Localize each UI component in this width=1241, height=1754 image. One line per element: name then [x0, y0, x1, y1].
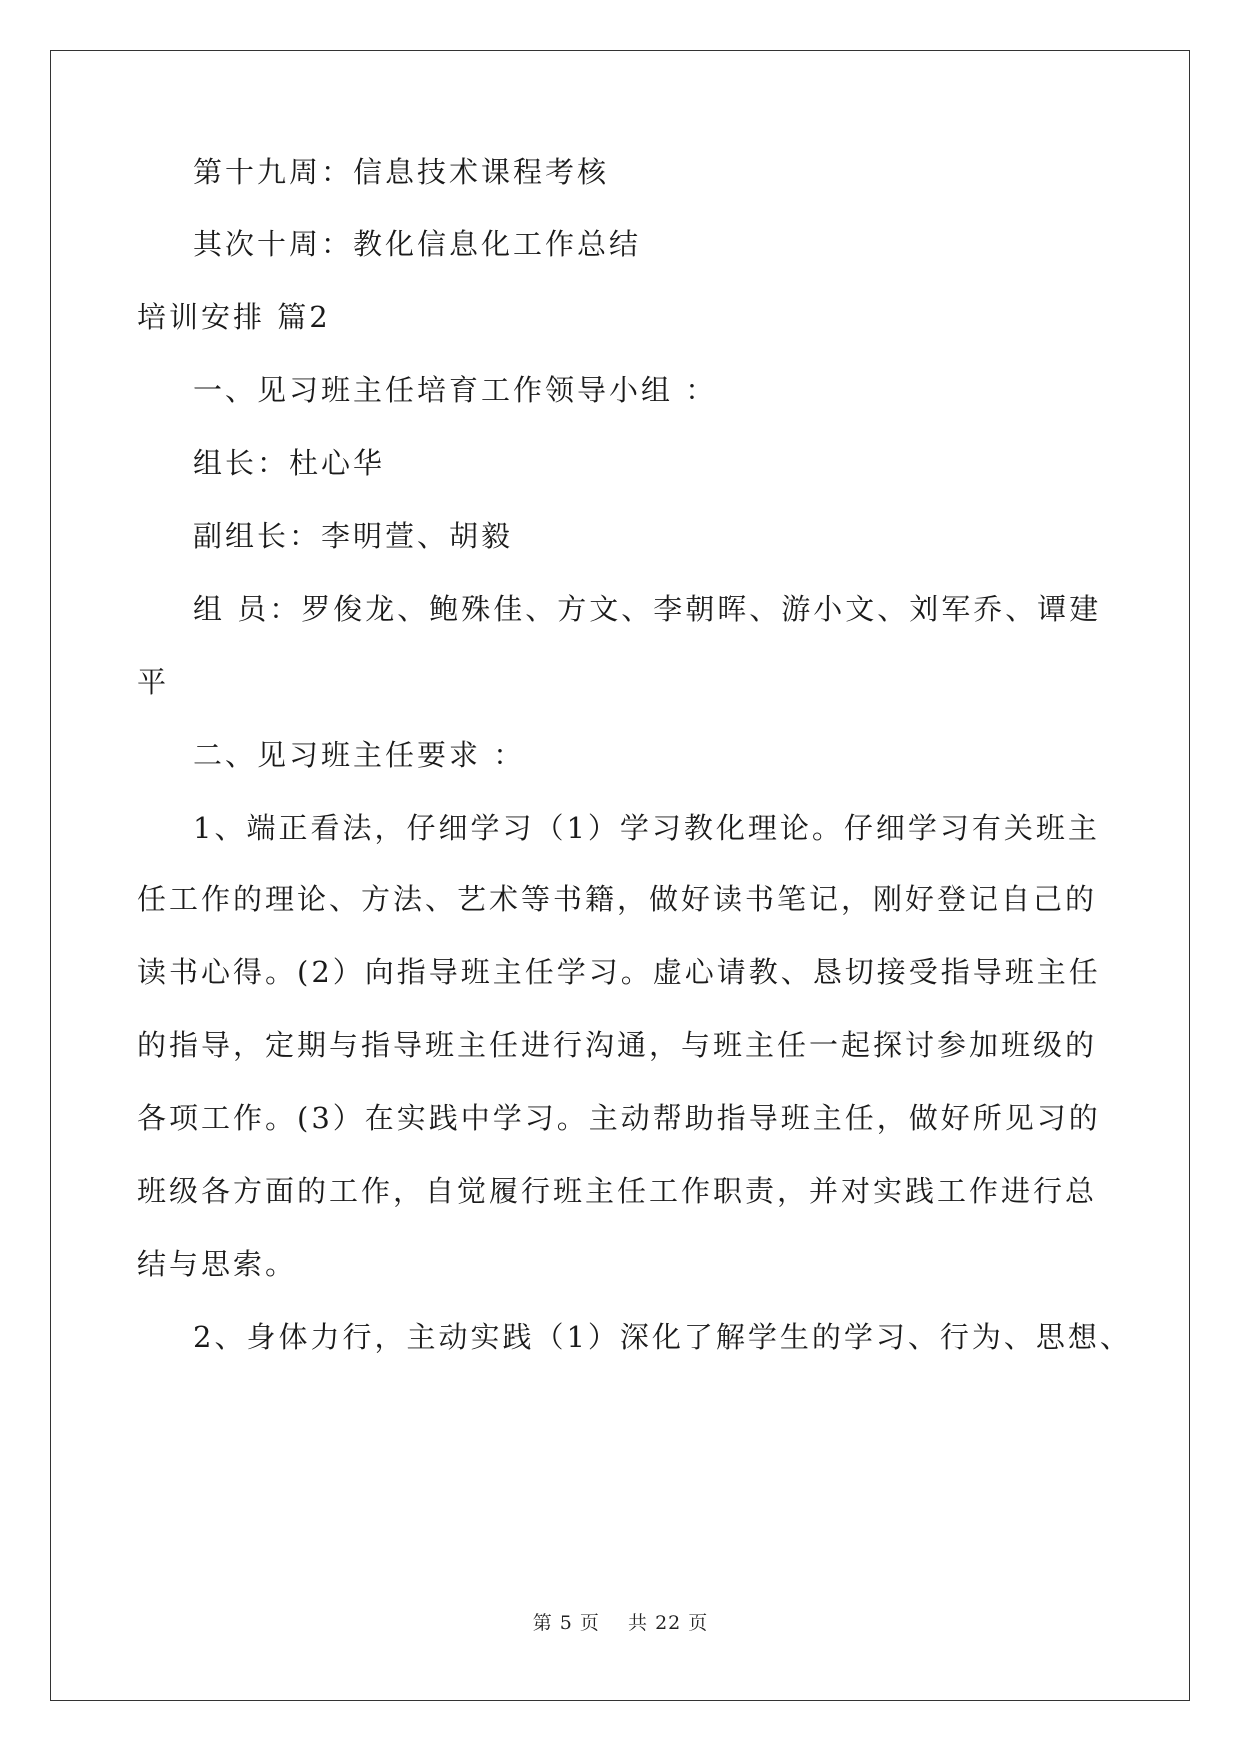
text-line: 其次十周：教化信息化工作总结 [193, 227, 642, 261]
text-line: 班级各方面的工作，自觉履行班主任工作职责，并对实践工作进行总 [137, 1174, 1098, 1208]
text-line: 2、身体力行，主动实践（1）深化了解学生的学习、行为、思想、 [193, 1320, 1132, 1354]
page-border [50, 50, 1190, 1701]
page-number-label: 第 5 页 共 22 页 [532, 1612, 709, 1634]
text-line: 二、见习班主任要求 ： [193, 738, 526, 772]
text-line: 的指导，定期与指导班主任进行沟通，与班主任一起探讨参加班级的 [137, 1028, 1098, 1062]
text-line: 任工作的理论、方法、艺术等书籍，做好读书笔记，刚好登记自己的 [137, 882, 1098, 916]
text-line: 各项工作。(3）在实践中学习。主动帮助指导班主任，做好所见习的 [137, 1101, 1101, 1135]
text-line: 平 [137, 665, 170, 699]
text-line: 副组长：李明萱、胡毅 [193, 519, 514, 553]
section-heading: 培训安排 篇2 [137, 300, 331, 334]
text-line: 一、见习班主任培育工作领导小组 ： [193, 373, 718, 407]
page-number-footer [0, 1608, 1241, 1635]
text-line: 第十九周：信息技术课程考核 [193, 155, 610, 189]
text-line: 结与思索。 [137, 1247, 298, 1281]
text-line: 组 员：罗俊龙、鲍殊佳、方文、李朝晖、游小文、刘军乔、谭建 [193, 592, 1102, 626]
text-line: 读书心得。(2）向指导班主任学习。虚心请教、恳切接受指导班主任 [137, 955, 1101, 989]
text-line: 组长：杜心华 [193, 446, 386, 480]
text-line: 1、端正看法，仔细学习（1）学习教化理论。仔细学习有关班主 [193, 811, 1100, 845]
